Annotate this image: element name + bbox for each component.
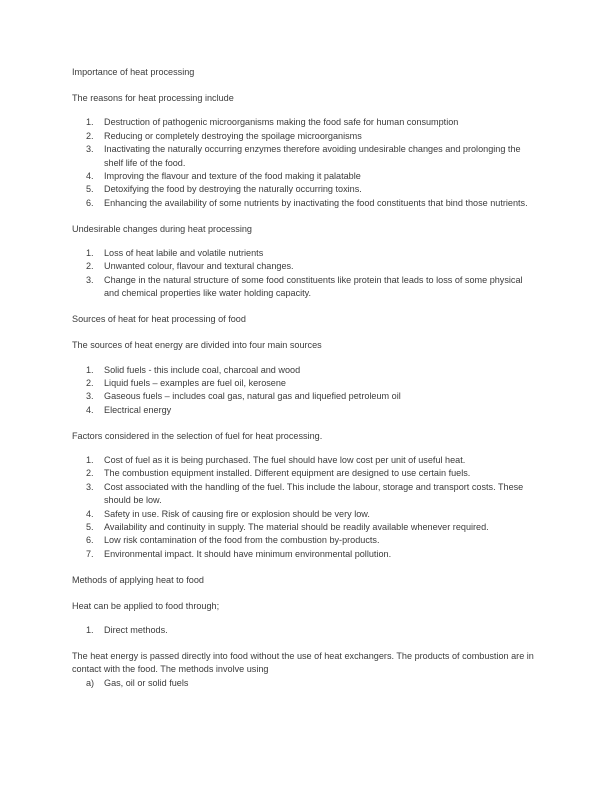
list-item-text: Improving the flavour and texture of the food making it palatable (104, 170, 361, 181)
list-marker: 3. (86, 481, 94, 492)
list-item (72, 508, 540, 521)
list-item-text: Enhancing the availability of some nutrients by inactivating the food constituents that bind those nutrients. (104, 197, 528, 208)
list-item (72, 677, 540, 690)
list-item (72, 197, 540, 210)
list-item (72, 548, 540, 561)
list-marker: 3. (86, 274, 94, 285)
list-item (72, 467, 540, 480)
list-item-text: Liquid fuels – examples are fuel oil, kerosene (104, 377, 286, 388)
list-item-text: Direct methods. (104, 625, 168, 636)
list-item-text: Safety in use. Risk of causing fire or explosion should be very low. (104, 508, 370, 519)
list-item (72, 481, 540, 508)
list-item-text: Solid fuels - this include coal, charcoal and wood (104, 364, 301, 375)
paragraph: Undesirable changes during heat processing (72, 223, 252, 234)
list-marker: 1. (86, 455, 94, 466)
list-marker: 3. (86, 144, 94, 155)
list-item-text: Change in the natural structure of some food constituents like protein that leads to loss of some physical and chemical properties like water holding capacity. (104, 274, 523, 299)
list-item-text: Gaseous fuels – includes coal gas, natural gas and liquefied petroleum oil (104, 391, 401, 402)
spacer (72, 105, 540, 116)
paragraph: Methods of applying heat to food (72, 574, 204, 585)
paragraph: The heat energy is passed directly into food without the use of heat exchangers. The products of combustion are in contact with the food. The methods involve using (72, 651, 534, 675)
list-item-text: Low risk contamination of the food from the combustion by-products. (104, 535, 380, 546)
list-item-text: Detoxifying the food by destroying the naturally occurring toxins. (104, 184, 362, 195)
list-item (72, 143, 540, 170)
list-item-text: Cost of fuel as it is being purchased. The fuel should have low cost per unit of useful heat. (104, 455, 466, 466)
list-marker: 5. (86, 522, 94, 533)
list-item-text: Inactivating the naturally occurring enzymes therefore avoiding undesirable changes and prolonging the shelf life of the food. (104, 144, 521, 168)
document-body (72, 66, 540, 690)
numbered-list (72, 247, 540, 301)
spacer (72, 236, 540, 247)
spacer (72, 301, 540, 314)
numbered-list (72, 454, 540, 561)
spacer (72, 613, 540, 624)
list-item-text: Electrical energy (104, 404, 172, 415)
list-marker: 1. (86, 364, 94, 375)
paragraph: Heat can be applied to food through; (72, 600, 220, 611)
numbered-list (72, 364, 540, 418)
numbered-list (72, 624, 540, 637)
list-item (72, 130, 540, 143)
list-marker: 4. (86, 170, 94, 181)
spacer (72, 210, 540, 223)
list-marker: 4. (86, 404, 94, 415)
list-item (72, 116, 540, 129)
spacer (72, 327, 540, 340)
list-marker: 1. (86, 248, 94, 259)
list-item-text: Environmental impact. It should have minimum environmental pollution. (104, 548, 392, 559)
list-item (72, 183, 540, 196)
list-marker: 5. (86, 184, 94, 195)
spacer (72, 79, 540, 92)
paragraph: The sources of heat energy are divided into four main sources (72, 340, 322, 351)
spacer (72, 443, 540, 454)
list-item (72, 624, 540, 637)
spacer (72, 417, 540, 430)
spacer (72, 587, 540, 600)
alpha-list (72, 677, 540, 690)
list-item (72, 521, 540, 534)
list-marker: 6. (86, 197, 94, 208)
list-item-text: Reducing or completely destroying the spoilage microorganisms (104, 130, 362, 141)
list-marker: 3. (86, 391, 94, 402)
list-marker: 2. (86, 261, 94, 272)
list-marker: a) (86, 677, 95, 688)
paragraph: Sources of heat for heat processing of food (72, 314, 246, 325)
list-item-text: Destruction of pathogenic microorganisms making the food safe for human consumption (104, 117, 459, 128)
list-item (72, 247, 540, 260)
list-marker: 4. (86, 508, 94, 519)
list-marker: 1. (86, 117, 94, 128)
list-marker: 6. (86, 535, 94, 546)
paragraph: Factors considered in the selection of fuel for heat processing. (72, 430, 323, 441)
spacer (72, 561, 540, 574)
list-marker: 2. (86, 468, 94, 479)
list-item (72, 390, 540, 403)
list-item-text: Cost associated with the handling of the fuel. This include the labour, storage and transport costs. These should be low. (104, 481, 524, 506)
list-marker: 2. (86, 377, 94, 388)
list-item-text: The combustion equipment installed. Different equipment are designed to use certain fuels. (104, 468, 471, 479)
list-item (72, 364, 540, 377)
list-item-text: Unwanted colour, flavour and textural changes. (104, 261, 294, 272)
spacer (72, 353, 540, 364)
list-item-text: Gas, oil or solid fuels (104, 677, 189, 688)
numbered-list (72, 116, 540, 210)
paragraph: Importance of heat processing (72, 67, 195, 77)
list-item (72, 170, 540, 183)
list-item-text: Availability and continuity in supply. The material should be readily available whenever required. (104, 522, 489, 533)
list-item (72, 454, 540, 467)
list-item (72, 274, 540, 301)
spacer (72, 638, 540, 651)
list-item (72, 260, 540, 273)
list-item (72, 534, 540, 547)
list-marker: 1. (86, 625, 94, 636)
list-item-text: Loss of heat labile and volatile nutrients (104, 248, 264, 259)
list-marker: 2. (86, 130, 94, 141)
list-item (72, 404, 540, 417)
list-item (72, 377, 540, 390)
list-marker: 7. (86, 548, 94, 559)
paragraph: The reasons for heat processing include (72, 92, 234, 103)
